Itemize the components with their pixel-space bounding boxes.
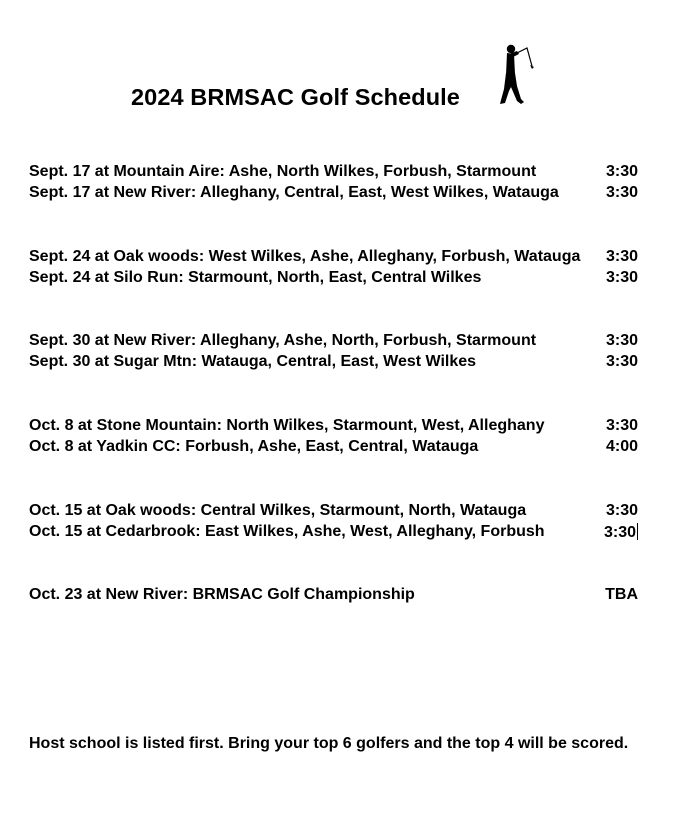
event-time: 3:30 [605, 248, 638, 265]
event-text: Sept. 17 at Mountain Aire: Ashe, North Wilkes, Forbush, Starmount [29, 163, 537, 180]
schedule-row [29, 586, 638, 606]
event-time: 3:30 [605, 502, 638, 519]
golfer-silhouette-icon [495, 42, 535, 106]
event-text: Sept. 30 at Sugar Mtn: Watauga, Central, East, West Wilkes [29, 353, 477, 370]
event-time: 3:30 [605, 163, 638, 180]
schedule-row [29, 269, 638, 289]
event-text: Sept. 17 at New River: Alleghany, Central, East, West Wilkes, Watauga [29, 184, 559, 201]
schedule-row [29, 332, 638, 352]
event-text: Oct. 15 at Oak woods: Central Wilkes, Starmount, North, Watauga [29, 502, 527, 519]
event-time: 4:00 [605, 438, 638, 455]
schedule-row [29, 184, 638, 204]
schedule-row [29, 523, 638, 543]
text-cursor [637, 523, 638, 540]
schedule-row [29, 438, 638, 458]
schedule-row [29, 353, 638, 373]
event-time: 3:30 [605, 332, 638, 349]
event-time: TBA [605, 586, 638, 603]
event-text: Sept. 24 at Silo Run: Starmount, North, East, Central Wilkes [29, 269, 482, 286]
event-time [604, 523, 638, 542]
event-time-value: 3:30 [603, 524, 636, 541]
schedule-row [29, 417, 638, 437]
page-title: 2024 BRMSAC Golf Schedule [131, 84, 460, 110]
event-text: Oct. 15 at Cedarbrook: East Wilkes, Ashe, West, Alleghany, Forbush [29, 523, 545, 540]
event-time: 3:30 [605, 417, 638, 434]
schedule-row [29, 502, 638, 522]
event-text: Sept. 24 at Oak woods: West Wilkes, Ashe, Alleghany, Forbush, Watauga [29, 248, 581, 265]
footer-note: Host school is listed first. Bring your top 6 golfers and the top 4 will be scored. [29, 735, 629, 752]
event-text: Oct. 23 at New River: BRMSAC Golf Championship [29, 586, 415, 603]
event-time: 3:30 [605, 184, 638, 201]
schedule-row [29, 248, 638, 268]
event-text: Sept. 30 at New River: Alleghany, Ashe, North, Forbush, Starmount [29, 332, 537, 349]
event-text: Oct. 8 at Stone Mountain: North Wilkes, Starmount, West, Alleghany [29, 417, 545, 434]
schedule-row [29, 163, 638, 183]
event-time: 3:30 [605, 269, 638, 286]
event-text: Oct. 8 at Yadkin CC: Forbush, Ashe, East, Central, Watauga [29, 438, 479, 455]
event-time: 3:30 [605, 353, 638, 370]
